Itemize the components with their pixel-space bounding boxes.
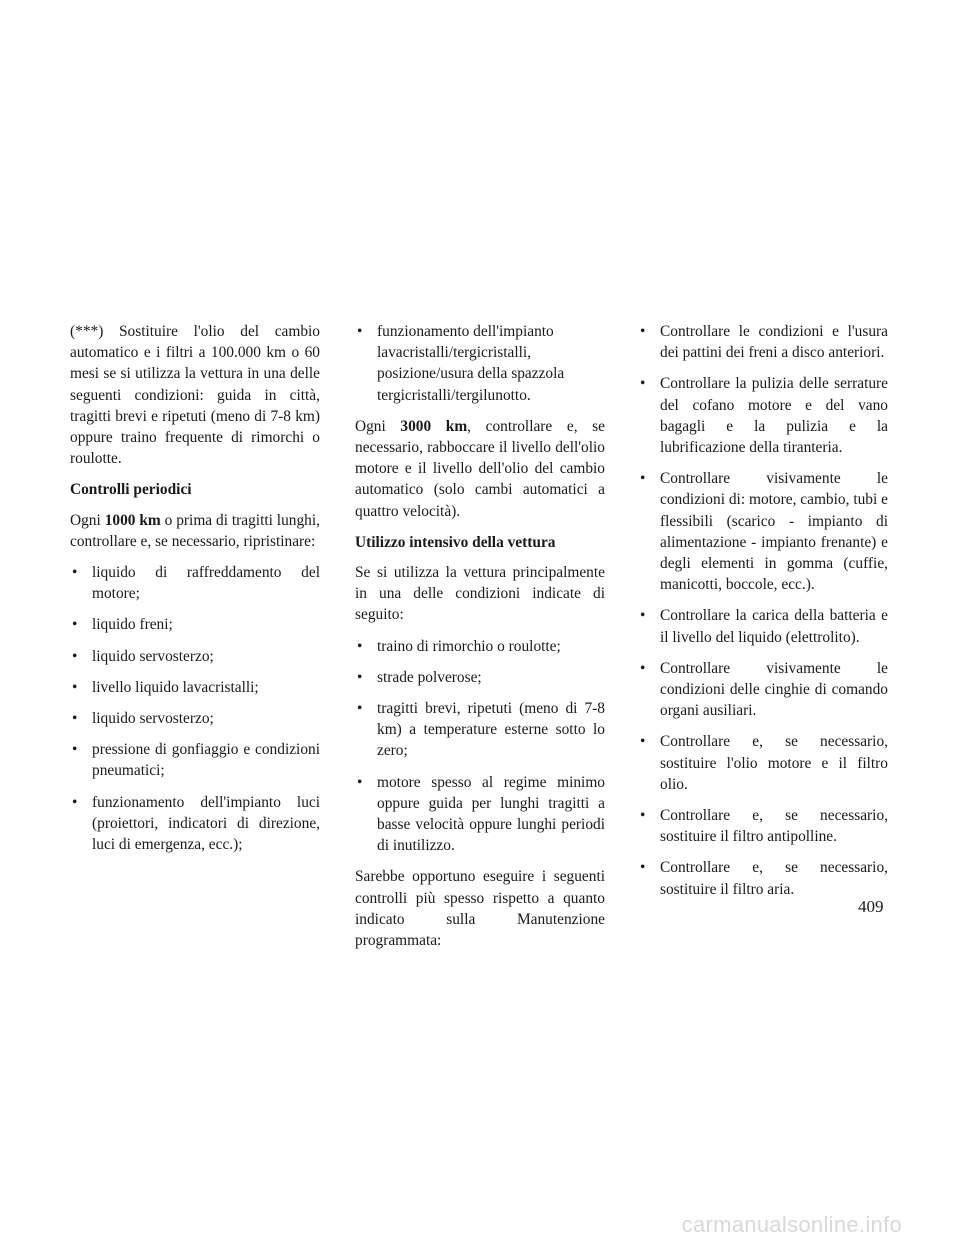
paragraph-3000km-post: , controllare e, se necessario, rabboccare il livello dell'olio motore e il livello dell'olio del cambio automatico (solo cambi automatici a quattro velocità). [355,417,605,520]
intensive-use-intro: Se si utilizza la vettura principalmente in una delle condizioni indicate di seguito: [355,564,605,624]
list-item: • funzionamento dell'impianto lavacristalli/tergicristalli, posizione/usura della spazzola tergicristalli/tergilunotto. [355,321,605,406]
list-item: • liquido di raffreddamento del motore; [70,562,320,604]
list-item: • liquido servosterzo; [70,708,320,729]
list-item: • pressione di gonfiaggio e condizioni pneumatici; [70,739,320,781]
list-item: • motore spesso al regime minimo oppure guida per lunghi tragitti a basse velocità oppure lunghi periodi di inutilizzo. [355,772,605,857]
list-item: • Controllare la pulizia delle serrature del cofano motore e del vano bagagli e la pulizia e la lubrificazione della tiranteria. [638,373,888,458]
list-item: • livello liquido lavacristalli; [70,677,320,698]
continued-list [355,321,605,406]
list-item: • strade polverose; [355,667,605,688]
section-heading-controlli-periodici: Controlli periodici [70,481,192,499]
list-item: • Controllare visivamente le condizioni delle cinghie di comando organi ausiliari. [638,658,888,722]
list-item: • Controllare le condizioni e l'usura dei pattini dei freni a disco anteriori. [638,321,888,363]
list-item: • Controllare la carica della batteria e il livello del liquido (elettrolito). [638,605,888,647]
column-right [638,321,888,910]
frequent-checks-list [638,321,888,900]
page-number: 409 [858,897,884,916]
column-left [70,321,320,865]
paragraph-1000km [70,510,320,552]
paragraph-3000km-pre: Ogni [355,417,401,435]
paragraph-3000km [355,416,605,522]
periodic-checks-list [70,562,320,855]
paragraph-1000km-bold: 1000 km [104,511,161,529]
list-item: • tragitti brevi, ripetuti (meno di 7-8 km) a temperature esterne sotto lo zero; [355,698,605,762]
list-item: • liquido freni; [70,614,320,635]
intro-paragraph: (***) Sostituire l'olio del cambio automatico e i filtri a 100.000 km o 60 mesi se si utilizza la vettura in una delle seguenti condizioni: guida in città, tragitti brevi e ripetuti (meno di 7-8 km) oppure traino frequente di rimorchi o roulotte. [70,323,320,468]
list-item: • funzionamento dell'impianto luci (proiettori, indicatori di direzione, luci di emergenza, ecc.); [70,792,320,856]
paragraph-1000km-pre: Ogni [70,511,105,529]
watermark: carmanualsonline.info [681,1212,902,1237]
column-middle [355,321,605,961]
intensive-conditions-list [355,636,605,857]
list-item: • traino di rimorchio o roulotte; [355,636,605,657]
paragraph-3000km-bold: 3000 km [400,417,468,435]
paragraph-1000km-post: o prima di tragitti lunghi, controllare e, se necessario, ripristinare: [70,511,320,550]
closing-paragraph: Sarebbe opportuno eseguire i seguenti controlli più spesso rispetto a quanto indicato sulla Manutenzione programmata: [355,868,605,950]
list-item: • Controllare e, se necessario, sostituire il filtro antipolline. [638,805,888,847]
section-heading-utilizzo-intensivo: Utilizzo intensivo della vettura [355,533,556,551]
list-item: • liquido servosterzo; [70,646,320,667]
list-item: • Controllare e, se necessario, sostituire il filtro aria. [638,857,888,899]
list-item: • Controllare e, se necessario, sostituire l'olio motore e il filtro olio. [638,731,888,795]
list-item: • Controllare visivamente le condizioni di: motore, cambio, tubi e flessibili (scarico - impianto di alimentazione - impianto frenante) e degli elementi in gomma (cuffie, manicotti, boccole, ecc.). [638,468,888,595]
